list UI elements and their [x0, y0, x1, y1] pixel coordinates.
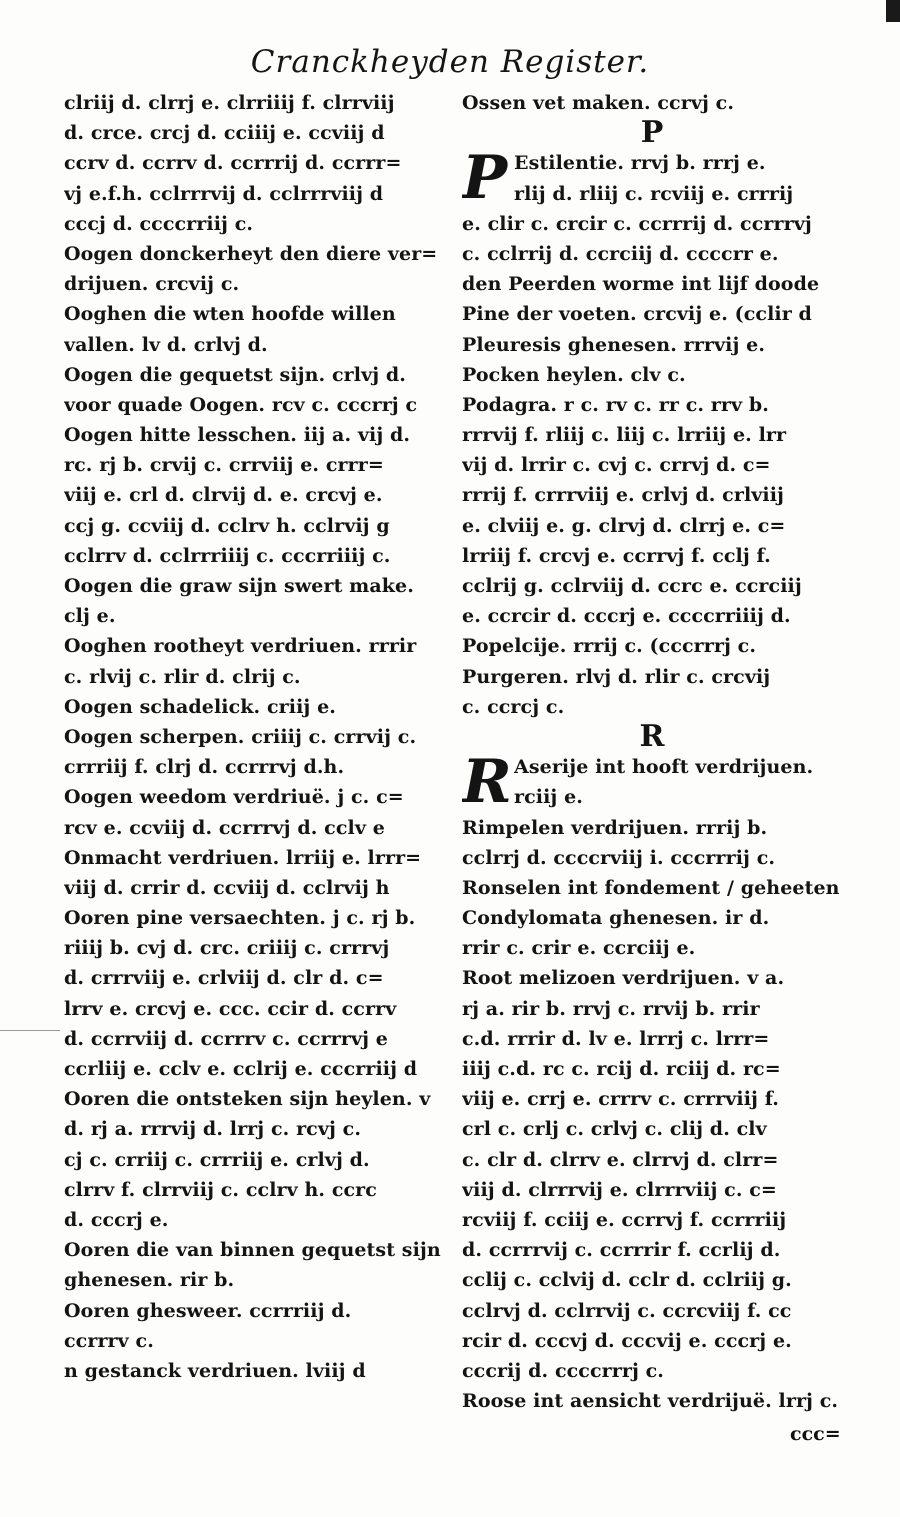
index-line: iiij c.d. rc c. rcij d. rciij d. rc= [462, 1058, 781, 1080]
index-line: rcir d. cccvj d. cccvij e. cccrj e. [462, 1329, 792, 1352]
index-line: cccj d. ccccrriij c. [64, 212, 254, 235]
index-line: den Peerden worme int lijf doode [462, 273, 820, 296]
index-line: viij d. crrir d. ccviij d. cclrvij h [64, 876, 390, 899]
index-line: c. rlvij c. rlir d. clrij c. [64, 665, 301, 688]
index-line: drijuen. crcvij c. [64, 273, 240, 296]
index-line: Aserije int hooft verdrijuen. [514, 756, 814, 779]
index-line: rj a. rir b. rrvj c. rrvij b. rrir [462, 997, 760, 1020]
index-line: n gestanck verdriuen. lviij d [64, 1359, 366, 1382]
index-line: Purgeren. rlvj d. rlir c. crcvij [462, 665, 771, 688]
index-line: d. crrrviij e. crlviij d. clr d. c= [64, 967, 384, 990]
index-line: Oogen donckerheyt den diere ver= [64, 242, 438, 265]
index-line: Root melizoen verdrijuen. v a. [462, 967, 785, 990]
index-line: c. clr d. clrrv e. clrrvj d. clrr= [462, 1148, 779, 1171]
index-line: cclrvj d. cclrrvij c. ccrcviij f. cc [462, 1299, 792, 1322]
index-line: Ossen vet maken. ccrvj c. [462, 92, 735, 114]
index-line: vj e.f.h. cclrrrvij d. cclrrrviij d [64, 182, 384, 205]
index-line: Podagra. r c. rv c. rr c. rrv b. [462, 393, 769, 416]
index-line: d. cccrj e. [64, 1208, 169, 1231]
index-line: cclrrv d. cclrrriiij c. cccrriiij c. [64, 544, 391, 567]
index-line: vij d. lrrir c. cvj c. crrvj d. c= [462, 454, 771, 477]
index-line: cj c. crriij c. crrriij e. crlvj d. [64, 1148, 370, 1171]
index-line: viij d. clrrrvij e. clrrrviij c. c= [462, 1178, 777, 1201]
index-line: c. ccrcj c. [462, 695, 565, 718]
index-line: Oogen die gequetst sijn. crlvj d. [64, 363, 407, 386]
index-line: cclrrj d. ccccrviij i. cccrrrij c. [462, 846, 776, 869]
index-line: Onmacht verdriuen. lrriij e. lrrr= [64, 846, 422, 869]
index-line: Oogen weedom verdriuë. j c. c= [64, 786, 404, 809]
index-line: ccrrrv c. [64, 1329, 154, 1352]
index-line: Ronselen int fondement / geheeten [462, 876, 840, 899]
page-edge [886, 0, 900, 22]
index-line: rlij d. rliij c. rcviij e. crrrij [514, 182, 794, 205]
index-line: Oogen die graw sijn swert make. [64, 575, 414, 597]
index-line: Oogen schadelick. criij e. [64, 695, 336, 718]
index-line: Ooren die van binnen gequetst sijn [64, 1239, 441, 1262]
entry-block-r [462, 752, 842, 812]
right-column [462, 88, 842, 1416]
index-line: Oogen scherpen. criiij c. crrvij c. [64, 725, 417, 748]
index-line: Estilentie. rrvj b. rrrj e. [514, 152, 766, 175]
index-line: cclij c. cclvij d. cclr d. cclriij g. [462, 1269, 792, 1292]
section-heading-p: P [640, 115, 664, 151]
index-line: cclrij g. cclrviij d. ccrc e. ccrciij [462, 575, 802, 597]
index-line: voor quade Oogen. rcv c. cccrrj c [64, 393, 418, 416]
index-line: vallen. lv d. crlvj d. [64, 333, 268, 356]
index-line: Condylomata ghenesen. ir d. [462, 907, 770, 930]
index-line: Ooren pine versaechten. j c. rj b. [64, 907, 416, 930]
index-line: Pleuresis ghenesen. rrrvij e. [462, 333, 766, 356]
index-line: Rimpelen verdrijuen. rrrij b. [462, 816, 768, 839]
index-line: Ooghen rootheyt verdriuen. rrrir [64, 635, 417, 658]
index-line: Ooghen die wten hoofde willen [64, 303, 396, 326]
margin-mark [0, 1010, 60, 1031]
index-line: ccrliij e. cclv e. cclrij e. cccrriij d [64, 1058, 418, 1080]
index-line: rrrvij f. rliij c. liij c. lrriij e. lrr [462, 424, 787, 447]
index-line: c.d. rrrir d. lv e. lrrrj c. lrrr= [462, 1027, 770, 1050]
catchword: ccc= [790, 1423, 841, 1445]
index-line: crl c. crlj c. crlvj c. clij d. clv [462, 1118, 767, 1141]
index-line: c. cclrrij d. ccrciij d. ccccrr e. [462, 242, 779, 265]
index-line: rcv e. ccviij d. ccrrrvj d. cclv e [64, 816, 385, 839]
index-line: d. crce. crcj d. cciiij e. ccviij d [64, 122, 385, 145]
index-line: viij e. crrj e. crrrv c. crrrviij f. [462, 1088, 780, 1111]
section-heading-r: R [639, 718, 665, 754]
index-line: Pocken heylen. clv c. [462, 363, 686, 386]
index-line: Ooren die ontsteken sijn heylen. v [64, 1088, 431, 1111]
drop-cap-r: R [462, 752, 512, 813]
index-line: Oogen hitte lesschen. iij a. vij d. [64, 424, 411, 447]
index-line: rrir c. crir e. ccrciij e. [462, 937, 696, 960]
drop-cap-p: P [462, 148, 508, 214]
index-line: d. ccrrviij d. ccrrrv c. ccrrrvj e [64, 1027, 388, 1050]
index-line: d. rj a. rrrvij d. lrrj c. rcvj c. [64, 1118, 362, 1141]
index-line: clriij d. clrrj e. clrriiij f. clrrviij [64, 92, 395, 114]
index-line: e. ccrcir d. cccrj e. ccccrriiij d. [462, 605, 791, 628]
index-line: rciij e. [514, 786, 584, 809]
index-line: lrrv e. crcvj e. ccc. ccir d. ccrrv [64, 997, 397, 1020]
index-line: Roose int aensicht verdrijuë. lrrj c. [462, 1390, 839, 1413]
index-line: Pine der voeten. crcvij e. (cclir d [462, 303, 812, 326]
index-line: Ooren ghesweer. ccrrriij d. [64, 1299, 352, 1322]
index-line: crrriij f. clrj d. ccrrrvj d.h. [64, 756, 345, 779]
index-line: Popelcije. rrrij c. (cccrrrj c. [462, 635, 757, 658]
index-line: rcviij f. cciij e. ccrrvj f. ccrrriij [462, 1208, 787, 1231]
index-line: cccrij d. ccccrrrj c. [462, 1359, 665, 1382]
left-column [64, 88, 446, 1386]
entry-block-p [462, 148, 842, 722]
index-line: lrriij f. crcvj e. ccrrvj f. cclj f. [462, 544, 771, 567]
index-line: rrrij f. crrrviij e. crlvj d. crlviij [462, 484, 785, 507]
index-line: e. clir c. crcir c. ccrrrij d. ccrrrvj [462, 212, 812, 235]
index-line: ccrv d. ccrrv d. ccrrrij d. ccrrr= [64, 152, 402, 175]
index-line: ghenesen. rir b. [64, 1269, 235, 1292]
index-line: rc. rj b. crvij c. crrviij e. crrr= [64, 454, 384, 477]
index-line: riiij b. cvj d. crc. criiij c. crrrvj [64, 937, 390, 960]
running-header: Cranckheyden Register. [250, 44, 650, 80]
index-line: clrrv f. clrrviij c. cclrv h. ccrc [64, 1178, 377, 1201]
index-line: d. ccrrrvij c. ccrrrir f. ccrlij d. [462, 1239, 781, 1262]
index-line: viij e. crl d. clrvij d. e. crcvj e. [64, 484, 383, 507]
index-line: e. clviij e. g. clrvj d. clrrj e. c= [462, 514, 786, 537]
index-line: clj e. [64, 605, 116, 628]
index-line: ccj g. ccviij d. cclrv h. cclrvij g [64, 514, 390, 537]
